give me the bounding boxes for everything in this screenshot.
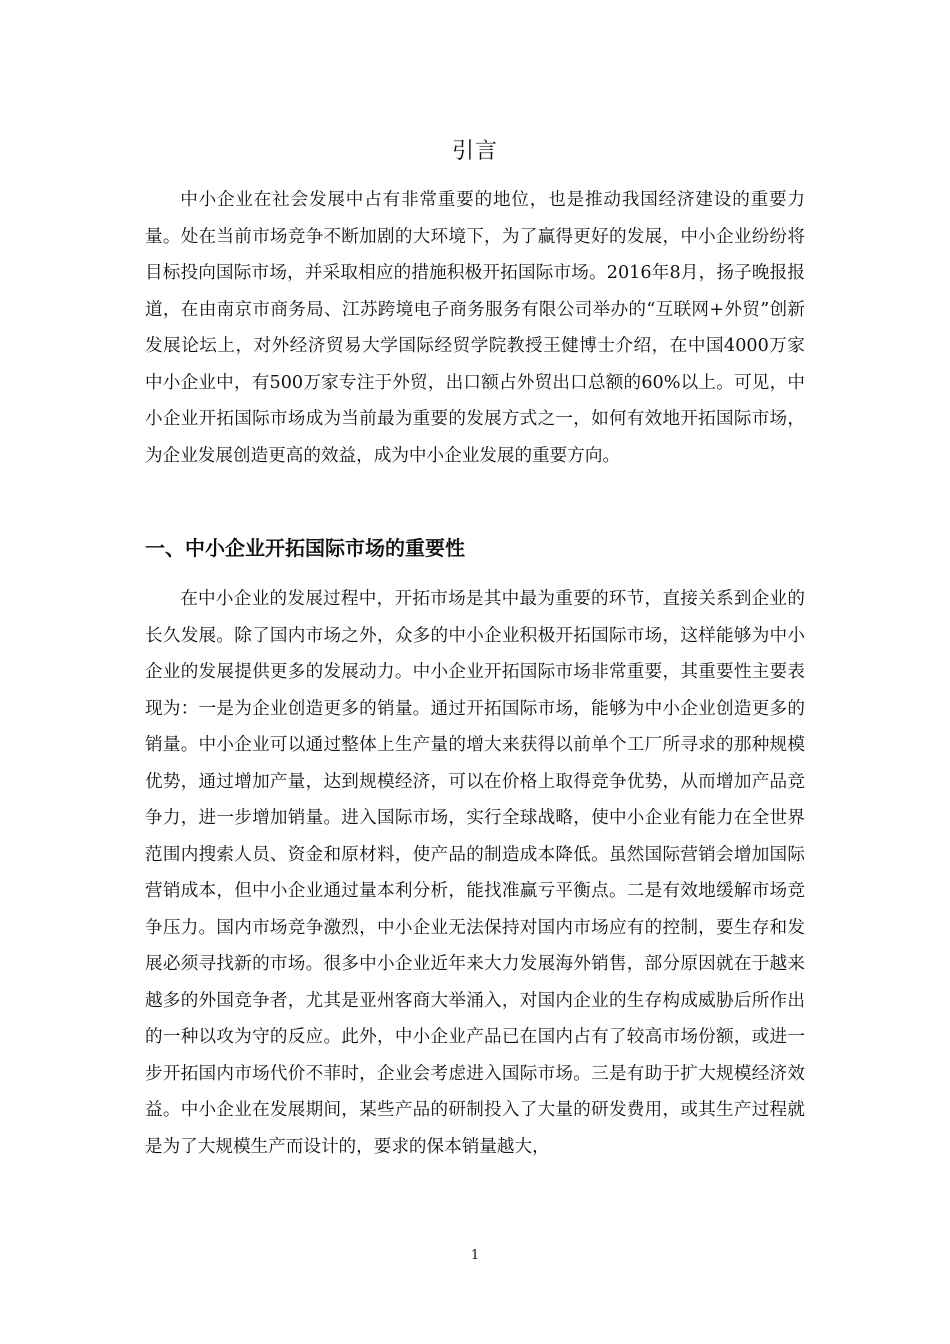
page-number: 1 — [470, 1248, 480, 1263]
section-paragraph: 在中小企业的发展过程中，开拓市场是其中最为重要的环节，直接关系到企业的长久发展。除了国内市场之外，众多的中小企业积极开拓国际市场，这样能够为中小企业的发展提供更多的发展动力。中小企业开拓国际市场非常重要，其重要性主要表现为：一是为企业创造更多的销量。通过开拓国际市场，能够为中小企业创造更多的销量。中小企业可以通过整体上生产量的增大来获得以前单个工厂所寻求的那种规模优势，通过增加产量，达到规模经济，可以在价格上取得竞争优势，从而增加产品竞争力，进一步增加销量。进入国际市场，实行全球战略，使中小企业有能力在全世界范围内搜索人员、资金和原材料，使产品的制造成本降低。虽然国际营销会增加国际营销成本，但中小企业通过量本利分析，能找准赢亏平衡点。二是有效地缓解市场竞争压力。国内市场竞争激烈，中小企业无法保持对国内市场应有的控制，要生存和发展必须寻找新的市场。很多中小企业近年来大力发展海外销售，部分原因就在于越来越多的外国竞争者，尤其是亚州客商大举涌入，对国内企业的生存构成威胁后所作出的一种以攻为守的反应。此外，中小企业产品已在国内占有了较高市场份额，或进一步开拓国内市场代价不菲时，企业会考虑进入国际市场。三是有助于扩大规模经济效益。中小企业在发展期间，某些产品的研制投入了大量的研发费用，或其生产过程就是为了大规模生产而设计的，要求的保本销量越大， — [145, 589, 805, 1157]
intro-paragraph: 中小企业在社会发展中占有非常重要的地位，也是推动我国经济建设的重要力量。处在当前市场竞争不断加剧的大环境下，为了赢得更好的发展，中小企业纷纷将目标投向国际市场，并采取相应的措施积极开拓国际市场。2016年8月，扬子晚报报道，在由南京市商务局、江苏跨境电子商务服务有限公司举办的“互联网+外贸”创新发展论坛上，对外经济贸易大学国际经贸学院教授王健博士介绍，在中国4000万家中小企业中，有500万家专注于外贸，出口额占外贸出口总额的60%以上。可见，中小企业开拓国际市场成为当前最为重要的发展方式之一，如何有效地开拓国际市场，为企业发展创造更高的效益，成为中小企业发展的重要方向。 — [145, 190, 805, 466]
section-heading: 一、中小企业开拓国际市场的重要性 — [145, 536, 465, 560]
page-title: 引言 — [451, 139, 498, 164]
